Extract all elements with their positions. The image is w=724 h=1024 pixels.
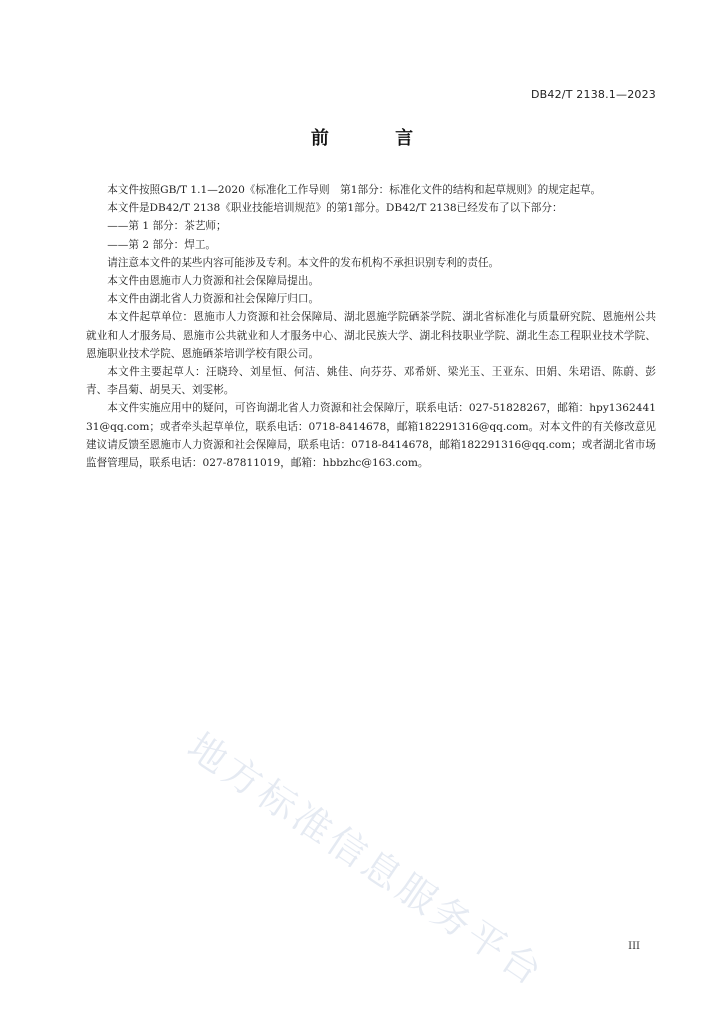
foreword-body bbox=[86, 181, 656, 472]
paragraph-drafting-units: 本文件起草单位：恩施市人力资源和社会保障局、湖北恩施学院硒茶学院、湖北省标准化与质量研究院、恩施州公共就业和人才服务局、恩施市公共就业和人才服务中心、湖北民族大学、湖北科技职业学院、湖北生态工程职业技术学院、恩施职业技术学院、恩施硒茶培训学校有限公司。 bbox=[86, 311, 656, 360]
paragraph-part-description: 本文件是DB42/T 2138《职业技能培训规范》的第1部分。DB42/T 2138已经发布了以下部分： bbox=[107, 202, 563, 215]
list-item-part-2: ——第 2 部分：焊工。 bbox=[107, 238, 217, 251]
page-title: 前 言 bbox=[310, 128, 444, 149]
watermark: 地方标准信息服务平台 bbox=[179, 724, 553, 996]
paragraph-contact-info: 本文件实施应用中的疑问，可咨询湖北省人力资源和社会保障厅，联系电话：027-51828267，邮箱：hpy136244131@qq.com；或者牵头起草单位，联系电话：0718-8414678，邮箱182291316@qq.com。对本文件的有关修改意见建议请反馈至恩施市人力资源和社会保障局，联系电话：0718-8414678，邮箱182291316@qq.com；或者湖北省市场监督管理局，联系电话：027-87811019，邮箱：hbbzhc@163.com。 bbox=[86, 402, 656, 470]
list-item-part-1: ——第 1 部分：茶艺师； bbox=[107, 220, 227, 233]
paragraph-patent-notice: 请注意本文件的某些内容可能涉及专利。本文件的发布机构不承担识别专利的责任。 bbox=[107, 256, 500, 269]
document-code: DB42/T 2138.1—2023 bbox=[530, 88, 656, 101]
paragraph-centralized-by: 本文件由湖北省人力资源和社会保障厅归口。 bbox=[107, 293, 320, 306]
paragraph-proposed-by: 本文件由恩施市人力资源和社会保障局提出。 bbox=[107, 275, 320, 288]
page-number: III bbox=[628, 941, 640, 952]
paragraph-drafting-rules: 本文件按照GB/T 1.1—2020《标准化工作导则 第1部分：标准化文件的结构和起草规则》的规定起草。 bbox=[107, 184, 602, 196]
paragraph-drafters: 本文件主要起草人：汪晓玲、刘星恒、何洁、姚佳、向芬芬、邓希妍、梁光玉、王亚东、田娟、朱珺语、陈蔚、彭青、李昌菊、胡昊天、刘雯彬。 bbox=[86, 366, 656, 397]
